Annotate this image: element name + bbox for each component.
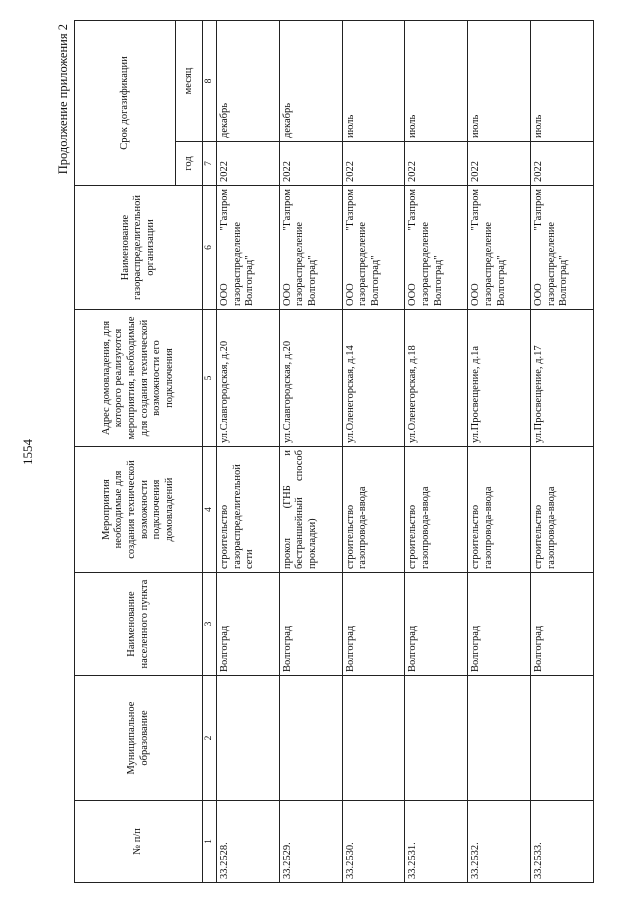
row-municipality [342, 676, 405, 801]
row-year: 2022 [279, 142, 342, 186]
row-year: 2022 [531, 142, 594, 186]
row-month: декабрь [217, 20, 280, 141]
row-address: ул.Славгородская, д.20 [279, 310, 342, 447]
row-measures: строительство газопровода-ввода [342, 447, 405, 573]
row-month: июль [531, 20, 594, 141]
column-number: 1 [203, 801, 217, 883]
row-municipality [468, 676, 531, 801]
row-month: июль [342, 20, 405, 141]
header-num: № п/п [75, 801, 203, 883]
row-organization: ООО "Газпром газораспределение Волгоград" [468, 186, 531, 310]
table-row [468, 20, 531, 882]
column-number: 5 [203, 310, 217, 447]
column-number: 7 [203, 142, 217, 186]
row-month: июль [405, 20, 468, 141]
row-measures: строительство газораспределительной сети [217, 447, 280, 573]
header-year: год [176, 142, 203, 186]
row-organization: ООО "Газпром газораспределение Волгоград" [405, 186, 468, 310]
header-deadline: Срок догазификации [75, 20, 176, 185]
page-number: 1554 [20, 439, 35, 465]
header-month: месяц [176, 20, 203, 141]
row-settlement: Волгоград [405, 573, 468, 676]
table-row [405, 20, 468, 882]
row-year: 2022 [468, 142, 531, 186]
row-measures: строительство газопровода-ввода [405, 447, 468, 573]
row-settlement: Волгоград [342, 573, 405, 676]
row-measures: строительство газопровода-ввода [531, 447, 594, 573]
row-organization: ООО "Газпром газораспределение Волгоград" [342, 186, 405, 310]
header-organization: Наименование газораспределительной организации [75, 186, 203, 310]
table-row [342, 20, 405, 882]
row-num: 33.2528. [217, 801, 280, 883]
row-measures: строительство газопровода-ввода [468, 447, 531, 573]
row-num: 33.2530. [342, 801, 405, 883]
continuation-heading: Продолжение приложения 2 [56, 24, 70, 175]
row-num: 33.2531. [405, 801, 468, 883]
row-settlement: Волгоград [279, 573, 342, 676]
table-row [217, 20, 280, 882]
header-settlement: Наименование населенного пункта [75, 573, 203, 676]
row-measures: прокол (ГНБ и бестраншейный способ прокладки) [279, 447, 342, 573]
row-organization: ООО "Газпром газораспределение Волгоград" [531, 186, 594, 310]
row-year: 2022 [217, 142, 280, 186]
row-organization: ООО "Газпром газораспределение Волгоград" [279, 186, 342, 310]
column-number: 6 [203, 186, 217, 310]
row-address: ул.Просвещение, д.17 [531, 310, 594, 447]
column-number: 4 [203, 447, 217, 573]
row-municipality [531, 676, 594, 801]
column-number: 3 [203, 573, 217, 676]
row-num: 33.2533. [531, 801, 594, 883]
gasification-table [74, 20, 594, 883]
row-num: 33.2532. [468, 801, 531, 883]
row-address: ул.Оленегорская, д.14 [342, 310, 405, 447]
row-municipality [405, 676, 468, 801]
header-measures: Мероприятия необходимые для создания технической возможности подключения домовладений [75, 447, 203, 573]
row-settlement: Волгоград [468, 573, 531, 676]
column-number: 2 [203, 676, 217, 801]
row-address: ул.Оленегорская, д.18 [405, 310, 468, 447]
table-row [531, 20, 594, 882]
row-municipality [217, 676, 280, 801]
table-row [279, 20, 342, 882]
row-municipality [279, 676, 342, 801]
row-year: 2022 [405, 142, 468, 186]
column-number: 8 [203, 20, 217, 141]
row-month: июль [468, 20, 531, 141]
row-address: ул.Просвещение, д.1а [468, 310, 531, 447]
header-address: Адрес домовладения, для которого реализуются мероприятия, необходимые для создания технической возможности его подключения [75, 310, 203, 447]
header-municipality: Муниципальное образование [75, 676, 203, 801]
row-settlement: Волгоград [531, 573, 594, 676]
row-settlement: Волгоград [217, 573, 280, 676]
row-year: 2022 [342, 142, 405, 186]
row-month: декабрь [279, 20, 342, 141]
row-organization: ООО "Газпром газораспределение Волгоград" [217, 186, 280, 310]
row-num: 33.2529. [279, 801, 342, 883]
row-address: ул.Славгородская, д.20 [217, 310, 280, 447]
